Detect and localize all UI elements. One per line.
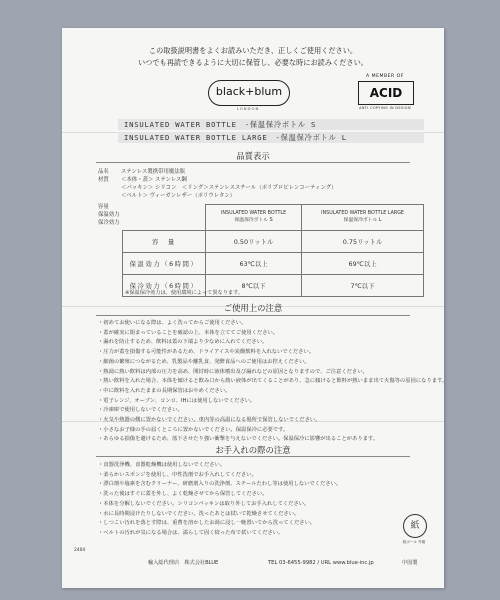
spec-row [98,177,187,184]
side-label: 保冷効力 [98,220,120,226]
recycle-mark-icon: 紙 [403,514,427,538]
list-item: ・ベルトの汚れが気になる場合は、濡らして固く絞った布で拭いてください。 [98,529,284,536]
row-value-l: 0.75リットル [302,231,424,253]
spec-value: ＜ベルト＞ ヴィーガンレザー（ポリウレタン） [121,193,236,199]
care-title: お手入れの際の注意 [215,445,291,455]
row-value-l: 69℃以上 [302,253,424,275]
list-item: ・火気や熱器の側に置かないでください。車内等の高温になる場所で保管しないでください。 [98,417,321,424]
list-item: ・食器洗浄機、食器乾燥機は使用しないでください。 [98,462,226,468]
list-item: ・冷凍庫で使用しないでください。 [98,407,183,414]
row-label: 保冷効力（6時間） [123,275,206,297]
row-label: 保温効力（6時間） [123,253,206,275]
acid-member-text: A MEMBER OF [366,74,404,79]
intro-line-1: この取扱説明書をよくお読みいただき、正しくご使用ください。 [148,46,358,55]
table-header-row [123,205,424,231]
spec-key: 品名 [98,169,109,175]
spec-key: 材質 [98,177,109,183]
country-of-origin: 中国製 [402,560,418,566]
list-item: ・電子レンジ、オーブン、コンロ、IHには使用しないでください。 [98,397,256,404]
usage-title: ご使用上の注意 [223,303,283,313]
list-item: ・小さなお子様の手の届くところに置かないでください。保温保冷に必要です。 [98,426,289,433]
list-item: ・あらゆる損傷を避けるため、落下させたり強い衝撃を与えないでください。保温保冷に影響が出ることがあります。 [98,436,379,443]
table-header-l [302,205,424,231]
table-corner [123,205,206,231]
list-item: ・圧力が蓋を損傷する可能性があるため、ドライアイスや炭酸飲料を入れないでください。 [98,349,315,356]
acid-logo-subtitle: ANTI COPYING IN DESIGN [359,106,411,110]
quality-title: 品質表示 [236,151,270,161]
product-name-s: INSULATED WATER BOTTLE -保温保冷ボトル S [118,119,424,130]
spec-value: ステンレス製携帯用魔法瓶 [121,169,186,175]
table-row [123,253,424,275]
print-code: 2404 [74,548,86,553]
header-s-jp: 保温保冷ボトル S [234,217,273,223]
list-item: ・熱湯に熱い飲料は内部の圧力を高め、開封時に液体噴出及び漏れなどの原因となりますので、ご注意ください。 [98,368,368,375]
list-item: ・洗った後はすぐに蓋を外し、よく乾燥させてから保管してください。 [98,491,268,498]
header-s-en: INSULATED WATER BOTTLE [221,211,287,217]
section-divider [96,315,410,316]
usage-list [98,319,448,445]
instruction-sheet [62,28,448,588]
header-l-en: INSULATED WATER BOTTLE LARGE [321,211,404,217]
side-label: 容量 [98,204,109,210]
contact-info: TEL 03-6455-9982 / URL www.blue-inc.jp [268,560,374,566]
list-item: ・本体を分解しないでください。シリコンパッキンは取り外してお手入れしてください。 [98,500,310,507]
section-divider [96,456,410,457]
row-value-s: 8℃以下 [206,275,302,297]
list-item: ・柔らかいスポンジを使用し、中性洗剤でお手入れしてください。 [98,471,257,478]
recycle-mark-label: 段ボール 外箱 [402,540,426,544]
section-divider [96,162,410,163]
importer: 輸入総代理店 株式会社BLUE [148,560,219,566]
list-item: ・しつこい汚れを落とす際は、重曹を溶かしたお湯に浸し一晩置いてから洗ってください。 [98,520,316,527]
brand-logo: black+blum [208,80,290,106]
spec-note: ※保温保冷効力は、使用環境によって異なります。 [125,290,244,296]
intro-line-2: いつでも再読できるように大切に保管し、必要な時にお読みください。 [137,58,368,67]
list-item: ・水に長時間浸けたりしないでください。洗ったあとは拭いて乾燥させてください。 [98,510,300,517]
list-item: ・細菌の繁殖につながるため、乳製品や離乳食、発酵食品へのご使用はお控えください。 [98,358,310,365]
header-l-jp: 保温保冷ボトル L [343,217,382,223]
spec-row [98,193,235,200]
row-value-s: 0.50リットル [206,231,302,253]
table-header-s [206,205,302,231]
brand-logo-subtitle: LONDON [236,106,260,111]
acid-logo: ACID [358,81,414,105]
list-item: ・熱い飲料を入れた場合、本体を傾けると飲み口から熱い液体が出てくることがあり、急に傾けると飲料が熱いまま出て火傷等の原因になります。 [98,378,448,385]
table-row [123,231,424,253]
spec-table [122,204,424,297]
spec-row [98,169,185,176]
product-name-l: INSULATED WATER BOTTLE LARGE -保温保冷ボトル L [118,132,424,143]
list-item: ・初めてお使いになる際は、よく洗ってからご使用ください。 [98,320,247,326]
row-value-s: 63℃以上 [206,253,302,275]
row-label: 容 量 [123,231,206,253]
spec-value: ＜本体・蓋＞ ステンレス鋼 [121,177,187,183]
row-value-l: 7℃以下 [302,275,424,297]
list-item: ・中に飲料を入れたままの長期保管はおやめください。 [98,387,231,394]
list-item: ・蓋が確実に閉まっていることを確認の上、本体を立ててご使用ください。 [98,329,279,336]
list-item: ・漂白剤や塩素を含むクリーナー、研磨剤入りの洗浄剤、スチールたわし等は使用しないでください。 [98,481,342,488]
spec-value: ＜パッキン＞ シリコン ＜リング＞ステンレススチール（ポリプロピレンコーティング） [121,185,337,191]
care-list [98,461,418,539]
spec-row [98,185,337,192]
side-label: 保温効力 [98,212,120,218]
list-item: ・漏れを防止するため、飲料は蓋の下端より少なめに入れてください。 [98,339,268,346]
